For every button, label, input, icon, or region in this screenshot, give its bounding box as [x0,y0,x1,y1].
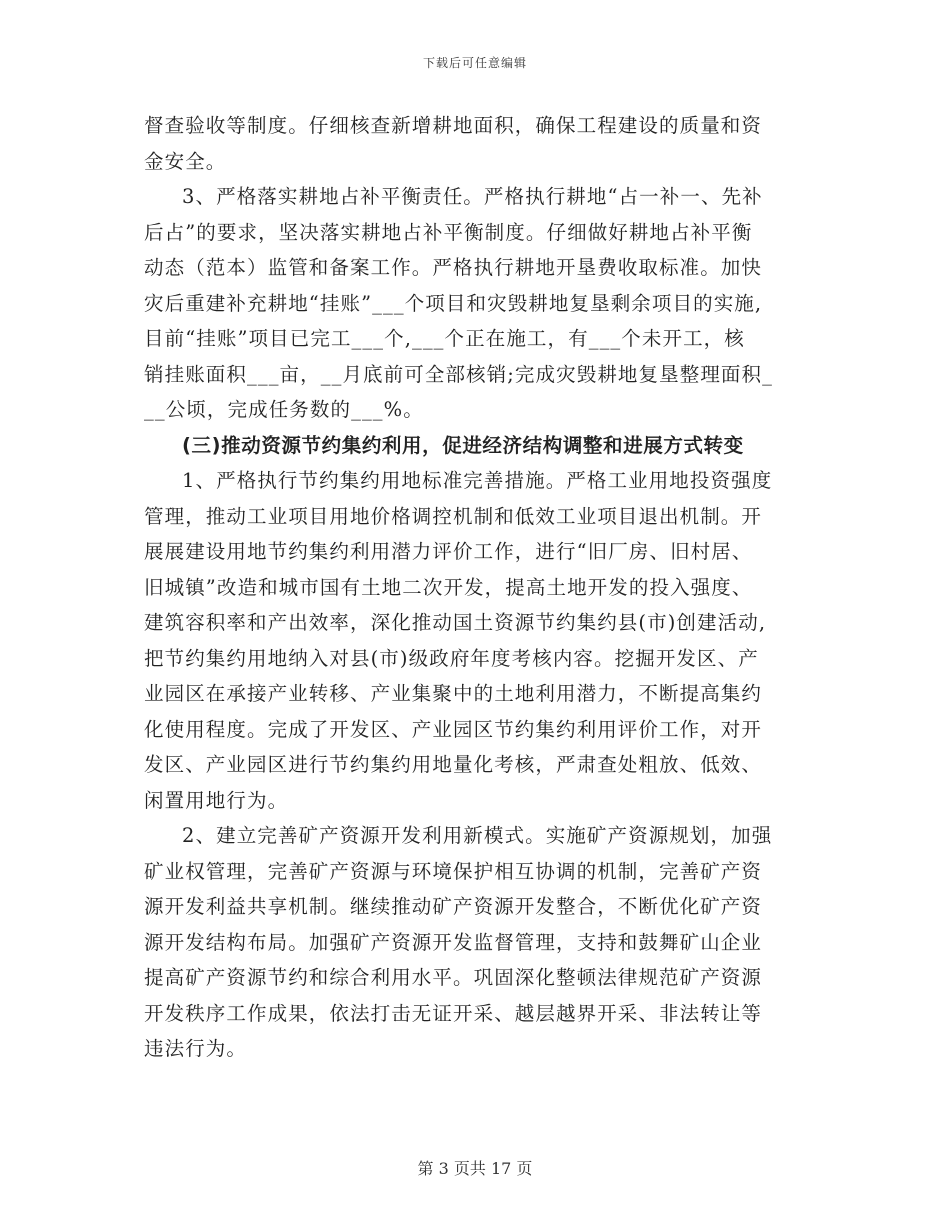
text-line: 提高矿产资源节约和综合利用水平。巩固深化整顿法律规范矿产资源 [144,966,763,989]
text-line: 2、建立完善矿产资源开发利用新模式。实施矿产资源规划，加强 [182,824,773,847]
text-line: 源开发结构布局。加强矿产资源开发监督管理，支持和鼓舞矿山企业 [144,930,763,954]
text-line: 展展建设用地节约集约利用潜力评价工作，进行“旧厂房、旧村居、 [144,540,753,563]
text-line: __公顷，完成任务数的___%。 [144,398,424,421]
text-line: 1、严格执行节约集约用地标准完善措施。严格工业用地投资强度 [182,469,773,492]
text-line: 灾后重建补充耕地“挂账”___个项目和灾毁耕地复垦剩余项目的实施, [144,291,763,315]
text-line: 督查验收等制度。仔细核查新增耕地面积，确保工程建设的质量和资 [144,114,763,137]
page-footer: 第 3 页共 17 页 [417,1159,533,1178]
text-line: 矿业权管理，完善矿产资源与环境保护相互协调的机制，完善矿产资 [144,859,763,883]
text-line: 后占”的要求，坚决落实耕地占补平衡制度。仔细做好耕地占补平衡 [144,220,753,244]
text-line: 管理，推动工业项目用地价格调控机制和低效工业项目退出机制。开 [144,504,763,528]
text-line: 动态（范本）监管和备案工作。严格执行耕地开垦费收取标准。加快 [144,256,763,279]
section-heading: (三)推动资源节约集约利用，促进经济结构调整和进展方式转变 [182,433,744,457]
text-line: 目前“挂账”项目已完工___个,___个正在施工，有___个未开工，核 [144,327,745,350]
text-line: 金安全。 [144,149,227,173]
text-line: 把节约集约用地纳入对县(市)级政府年度考核内容。挖掘开发区、产 [144,646,759,670]
text-line: 化使用程度。完成了开发区、产业园区节约集约利用评价工作，对开 [144,717,763,741]
text-line: 建筑容积率和产出效率，深化推动国土资源节约集约县(市)创建活动, [144,611,767,634]
text-line: 3、严格落实耕地占补平衡责任。严格执行耕地“占一补一、先补 [182,185,763,208]
body-text [144,108,808,1067]
text-line: 旧城镇”改造和城市国有土地二次开发，提高土地开发的投入强度、 [144,575,753,599]
text-line: 源开发利益共享机制。继续推动矿产资源开发整合，不断优化矿产资 [144,895,763,918]
page-header: 下载后可任意编辑 [422,56,527,70]
text-line: 开发秩序工作成果，依法打击无证开采、越层越界开采、非法转让等 [144,1001,763,1025]
text-line: 业园区在承接产业转移、产业集聚中的土地利用潜力，不断提高集约 [144,682,763,705]
text-line: 违法行为。 [144,1037,248,1060]
text-line: 发区、产业园区进行节约集约用地量化考核，严肃查处粗放、低效、 [144,753,763,776]
text-line: 闲置用地行为。 [144,788,289,812]
text-line: 销挂账面积___亩，__月底前可全部核销;完成灾毁耕地复垦整理面积_ [144,362,773,386]
